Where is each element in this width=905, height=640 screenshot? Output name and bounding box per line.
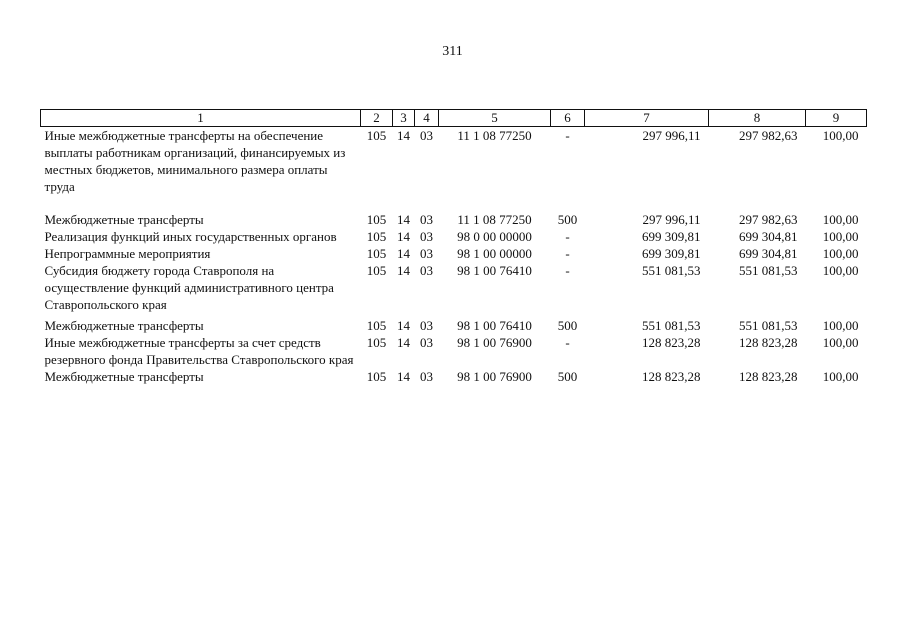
cell-code-3: 14 (397, 128, 410, 143)
table-row (41, 211, 867, 228)
cell-amount-8: 551 081,53 (739, 263, 798, 278)
row-name: Межбюджетные трансферты (44, 212, 204, 227)
column-header: 4 (415, 110, 439, 127)
cell-amount-8: 297 982,63 (739, 212, 798, 227)
cell-amount-7: 551 081,53 (642, 318, 701, 333)
cell-code-4: 03 (420, 369, 433, 384)
cell-code-4: 03 (420, 246, 433, 261)
table-row (41, 262, 867, 317)
row-name: Субсидия бюджету города Ставрополя на осуществление функций административного центра Ставропольского края (44, 263, 334, 312)
table-row (41, 228, 867, 245)
cell-code-2: 105 (366, 369, 387, 384)
column-header: 1 (41, 110, 361, 127)
cell-code-6: - (565, 229, 570, 244)
cell-code-4: 03 (420, 263, 433, 278)
row-name: Реализация функций иных государственных органов (44, 229, 337, 244)
cell-amount-7: 297 996,11 (642, 128, 701, 143)
cell-amount-8: 699 304,81 (739, 229, 798, 244)
cell-code-2: 105 (366, 212, 387, 227)
cell-percent-9: 100,00 (822, 128, 859, 143)
cell-code-6: 500 (557, 369, 578, 384)
table-header-row (41, 110, 867, 127)
cell-code-3: 14 (397, 318, 410, 333)
cell-code-2: 105 (366, 318, 387, 333)
cell-code-5: 11 1 08 77250 (457, 128, 532, 143)
cell-code-5: 98 0 00 00000 (457, 229, 532, 244)
cell-amount-8: 699 304,81 (739, 246, 798, 261)
cell-code-6: - (565, 246, 570, 261)
row-name: Непрограммные мероприятия (44, 246, 211, 261)
cell-code-6: - (565, 263, 570, 278)
table-row (41, 245, 867, 262)
cell-code-2: 105 (366, 128, 387, 143)
cell-code-4: 03 (420, 229, 433, 244)
cell-code-4: 03 (420, 335, 433, 350)
column-header: 5 (439, 110, 551, 127)
cell-code-6: 500 (557, 212, 578, 227)
cell-code-6: 500 (557, 318, 578, 333)
cell-percent-9: 100,00 (822, 229, 859, 244)
cell-amount-8: 551 081,53 (739, 318, 798, 333)
column-header: 7 (585, 110, 709, 127)
row-name: Иные межбюджетные трансферты за счет средств резервного фонда Правительства Ставропольского края (44, 335, 354, 367)
cell-code-5: 11 1 08 77250 (457, 212, 532, 227)
cell-code-2: 105 (366, 229, 387, 244)
cell-code-4: 03 (420, 318, 433, 333)
cell-amount-7: 551 081,53 (642, 263, 701, 278)
cell-code-5: 98 1 00 76900 (457, 335, 532, 350)
cell-code-2: 105 (366, 335, 387, 350)
cell-code-2: 105 (366, 263, 387, 278)
cell-code-6: - (565, 335, 570, 350)
column-header: 3 (393, 110, 415, 127)
cell-percent-9: 100,00 (822, 212, 859, 227)
cell-code-3: 14 (397, 212, 410, 227)
cell-code-5: 98 1 00 76410 (457, 263, 532, 278)
cell-percent-9: 100,00 (822, 369, 859, 384)
cell-code-3: 14 (397, 263, 410, 278)
cell-code-5: 98 1 00 76410 (457, 318, 532, 333)
row-name: Межбюджетные трансферты (44, 318, 204, 333)
column-header: 9 (806, 110, 867, 127)
cell-code-3: 14 (397, 369, 410, 384)
cell-percent-9: 100,00 (822, 246, 859, 261)
cell-code-6: - (565, 128, 570, 143)
column-header: 8 (709, 110, 806, 127)
cell-percent-9: 100,00 (822, 335, 859, 350)
cell-amount-8: 128 823,28 (739, 335, 798, 350)
cell-code-3: 14 (397, 335, 410, 350)
cell-code-4: 03 (420, 212, 433, 227)
cell-amount-7: 128 823,28 (642, 335, 701, 350)
cell-code-3: 14 (397, 229, 410, 244)
cell-percent-9: 100,00 (822, 263, 859, 278)
budget-table (40, 109, 867, 385)
column-header: 6 (551, 110, 585, 127)
cell-code-4: 03 (420, 128, 433, 143)
cell-percent-9: 100,00 (822, 318, 859, 333)
cell-amount-8: 128 823,28 (739, 369, 798, 384)
cell-amount-7: 699 309,81 (642, 229, 701, 244)
page-number: 311 (442, 44, 463, 59)
cell-code-2: 105 (366, 246, 387, 261)
row-name: Межбюджетные трансферты (44, 369, 204, 384)
cell-amount-7: 699 309,81 (642, 246, 701, 261)
table-row (41, 334, 867, 368)
cell-code-5: 98 1 00 76900 (457, 369, 532, 384)
cell-amount-8: 297 982,63 (739, 128, 798, 143)
row-name: Иные межбюджетные трансферты на обеспечение выплаты работникам организаций, финансируемых из местных бюджетов, минимального размера оплаты труда (44, 128, 346, 194)
table-row (41, 368, 867, 385)
cell-code-5: 98 1 00 00000 (457, 246, 532, 261)
table-row (41, 127, 867, 212)
cell-code-3: 14 (397, 246, 410, 261)
cell-amount-7: 128 823,28 (642, 369, 701, 384)
cell-amount-7: 297 996,11 (642, 212, 701, 227)
table-row (41, 317, 867, 334)
column-header: 2 (361, 110, 393, 127)
